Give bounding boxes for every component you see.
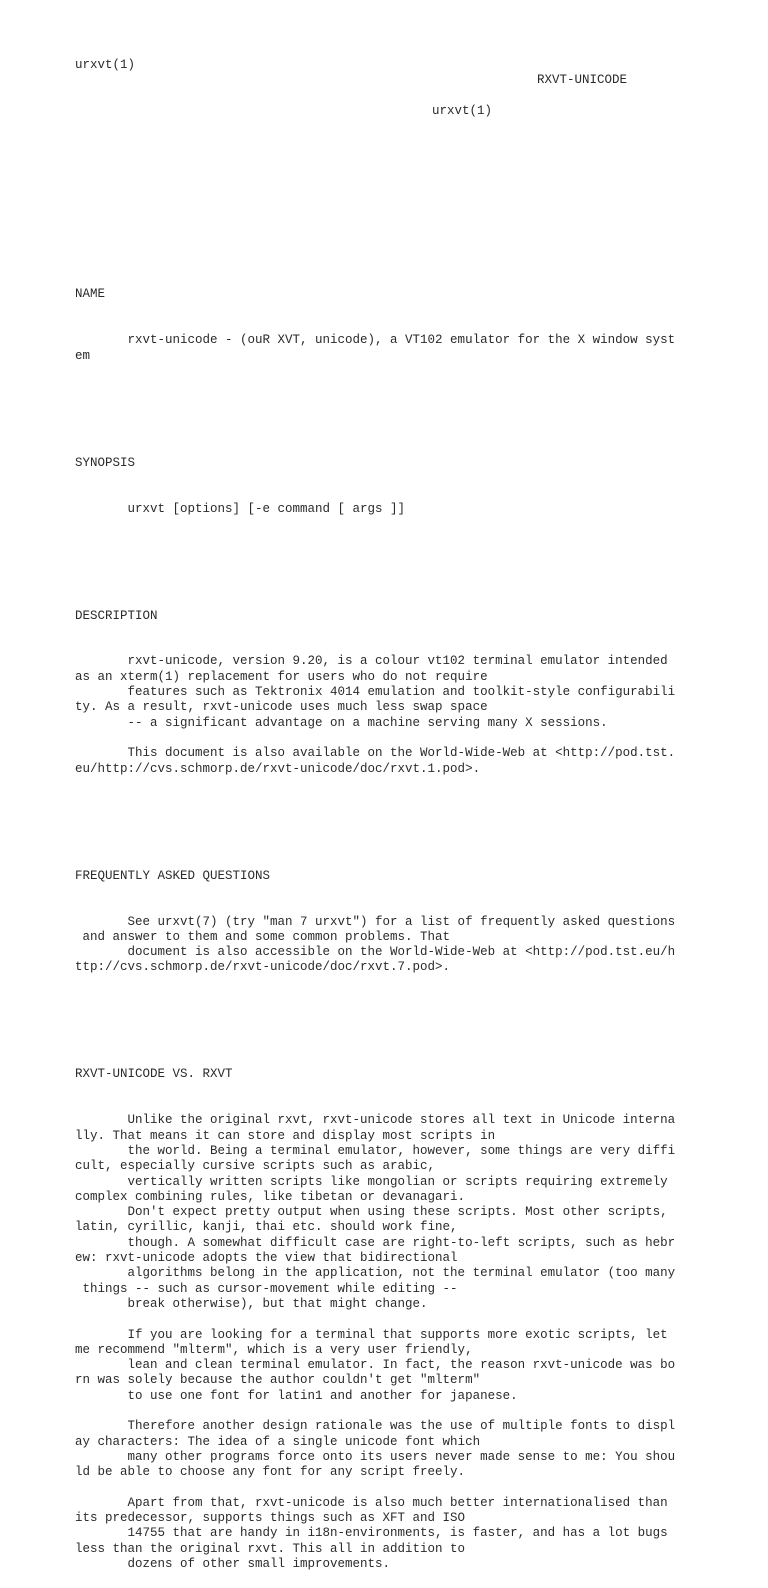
text-line: urxvt [options] [-e command [ args ]] <box>75 501 406 516</box>
section-heading-synopsis: SYNOPSIS <box>75 455 136 470</box>
section-heading-name: NAME <box>75 287 106 302</box>
text-line: break otherwise), but that might change. <box>75 1296 428 1311</box>
page-header-second-line <box>75 88 695 118</box>
text-line: rn was solely because the author couldn't get "mlterm" <box>75 1373 481 1388</box>
header-left: urxvt(1) <box>75 57 136 72</box>
text-line: things -- such as cursor-movement while editing -- <box>75 1281 458 1296</box>
text-line: many other programs force onto its users never made sense to me: You shou <box>75 1449 676 1464</box>
text-line: rxvt-unicode - (ouR XVT, unicode), a VT102 emulator for the X window syst <box>75 333 676 348</box>
text-line: features such as Tektronix 4014 emulation and toolkit-style configurabili <box>75 685 676 700</box>
text-line: rxvt-unicode, version 9.20, is a colour vt102 terminal emulator intended <box>75 654 668 669</box>
text-line <box>75 1404 695 1419</box>
header-right: RXVT-UNICODE <box>537 73 628 88</box>
section-body-synopsis <box>75 502 695 517</box>
text-line: cult, especially cursive scripts such as arabic, <box>75 1159 436 1174</box>
text-line: though. A somewhat difficult case are right-to-left scripts, such as hebr <box>75 1235 676 1250</box>
section-heading-faq: FREQUENTLY ASKED QUESTIONS <box>75 868 271 883</box>
text-line: me recommend "mlterm", which is a very user friendly, <box>75 1342 473 1357</box>
text-line: algorithms belong in the application, not the terminal emulator (too many <box>75 1266 676 1281</box>
section-body-vs <box>75 1113 695 1572</box>
text-line: ld be able to choose any font for any script freely. <box>75 1465 466 1480</box>
text-line: the world. Being a terminal emulator, however, some things are very diffi <box>75 1143 676 1158</box>
text-line: ew: rxvt-unicode adopts the view that bidirectional <box>75 1251 458 1266</box>
text-line: Therefore another design rationale was the use of multiple fonts to displ <box>75 1419 676 1434</box>
man-page <box>75 12 695 1588</box>
text-line: ty. As a result, rxvt-unicode uses much less swap space <box>75 700 488 715</box>
text-line: vertically written scripts like mongolian or scripts requiring extremely <box>75 1174 668 1189</box>
text-line: to use one font for latin1 and another for japanese. <box>75 1388 518 1403</box>
text-line: This document is also available on the World-Wide-Web at <http://pod.tst. <box>75 746 676 761</box>
section-body-description <box>75 654 695 776</box>
text-line: If you are looking for a terminal that supports more exotic scripts, let <box>75 1327 668 1342</box>
text-line: lean and clean terminal emulator. In fact, the reason rxvt-unicode was bo <box>75 1358 676 1373</box>
text-line <box>75 731 695 746</box>
section-heading-description: DESCRIPTION <box>75 608 158 623</box>
text-line: its predecessor, supports things such as XFT and ISO <box>75 1511 466 1526</box>
text-line: 14755 that are handy in i18n-environments, is faster, and has a lot bugs <box>75 1526 668 1541</box>
text-line <box>75 1312 695 1327</box>
header-center: urxvt(1) <box>432 103 493 118</box>
text-line: eu/http://cvs.schmorp.de/rxvt-unicode/doc/rxvt.1.pod>. <box>75 761 481 776</box>
text-line: ttp://cvs.schmorp.de/rxvt-unicode/doc/rxvt.7.pod>. <box>75 960 451 975</box>
text-line: -- a significant advantage on a machine serving many X sessions. <box>75 715 608 730</box>
section-body-name <box>75 333 695 364</box>
section-body-faq <box>75 915 695 976</box>
page-header <box>75 43 695 88</box>
text-line: Apart from that, rxvt-unicode is also much better internationalised than <box>75 1495 668 1510</box>
text-line: Unlike the original rxvt, rxvt-unicode stores all text in Unicode interna <box>75 1113 676 1128</box>
text-line <box>75 1481 695 1496</box>
text-line: ay characters: The idea of a single unicode font which <box>75 1434 481 1449</box>
text-line: Don't expect pretty output when using these scripts. Most other scripts, <box>75 1205 668 1220</box>
text-line: latin, cyrillic, kanji, thai etc. should work fine, <box>75 1220 458 1235</box>
text-line: as an xterm(1) replacement for users who do not require <box>75 669 488 684</box>
section-heading-vs: RXVT-UNICODE VS. RXVT <box>75 1067 233 1082</box>
text-line: complex combining rules, like tibetan or devanagari. <box>75 1189 466 1204</box>
text-line: document is also accessible on the World-Wide-Web at <http://pod.tst.eu/h <box>75 945 676 960</box>
text-line: em <box>75 348 91 363</box>
text-line: less than the original rxvt. This all in addition to <box>75 1541 466 1556</box>
text-line: dozens of other small improvements. <box>75 1556 391 1571</box>
text-line: See urxvt(7) (try "man 7 urxvt") for a list of frequently asked questions <box>75 914 676 929</box>
text-line: lly. That means it can store and display most scripts in <box>75 1128 496 1143</box>
text-line: and answer to them and some common problems. That <box>75 929 451 944</box>
